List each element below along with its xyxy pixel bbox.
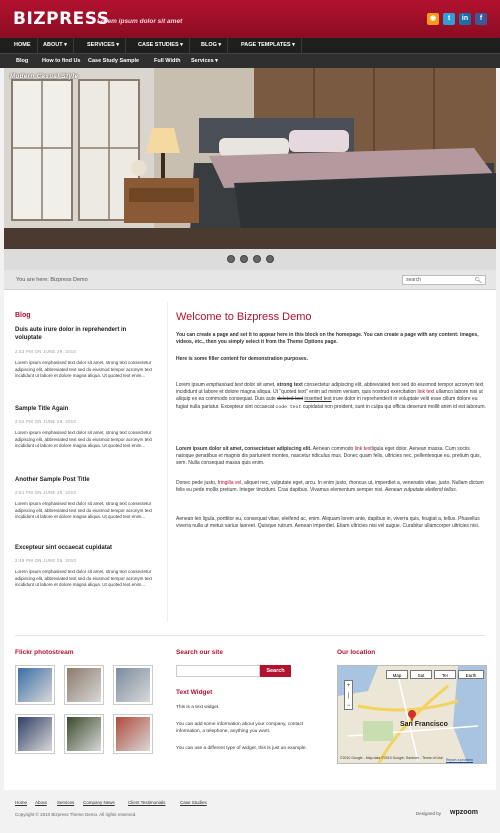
flickr-thumbnail[interactable] <box>113 665 153 705</box>
nav-item-primary[interactable]: ABOUT ▾ <box>37 38 74 53</box>
inline-link[interactable]: link text <box>354 446 372 452</box>
flickr-photo <box>116 717 150 751</box>
primary-nav <box>0 38 500 53</box>
text-widget-line: This is a text widget. <box>176 705 220 710</box>
map-type-button[interactable]: Earth <box>458 670 484 679</box>
flickr-thumbnail[interactable] <box>64 665 104 705</box>
post-excerpt: Lorem ipsum emphasised text dolor sit amet, strong text consectetur adipiscing elit, abbreviated text sed do eiusmod tempor acronym text incididunt ut labore et dolore magna aliqua. Ut quoted text enim... <box>15 501 152 519</box>
bedroom-photo <box>4 68 496 249</box>
flickr-thumbnail[interactable] <box>64 714 104 754</box>
intro-text: You can create a page and set it to appear here in this block on the homepage. You can create a page with any content: images, videos, etc., then you simply select it from the Theme Options page. <box>176 332 479 346</box>
nav-item-secondary[interactable]: Full Width <box>154 58 181 64</box>
facebook-icon[interactable]: f <box>475 13 487 25</box>
site-tagline: Lorem ipsum dolor sit amet <box>97 18 183 25</box>
post-excerpt: Lorem ipsum emphasised text dolor sit amet, strong text consectetur adipiscing elit, abbreviated text sed do eiusmod tempor acronym text incididunt ut labore et dolore magna aliqua. Ut quoted text enim... <box>15 569 152 587</box>
widget-search-button[interactable]: Search <box>260 665 291 677</box>
search-icon[interactable]: 🔍︎ <box>474 278 482 284</box>
footer-link[interactable]: Case Studies <box>180 800 207 805</box>
location-map[interactable] <box>337 665 487 764</box>
inline-link[interactable]: fringilla vel <box>217 480 242 486</box>
footer-link[interactable]: Home <box>15 800 28 805</box>
post-meta: 2:48 PM ON JUNE 29, 2010 <box>15 558 77 563</box>
map-type-button[interactable]: Ter <box>434 670 456 679</box>
footer-link[interactable]: Company News <box>83 800 115 805</box>
map-graphic <box>338 666 487 764</box>
post-excerpt: Lorem ipsum emphasised text dolor sit amet, strong text consectetur adipiscing elit, abbreviated text sed do eiusmod tempor acronym text incididunt ut labore et dolore magna aliqua. Ut quoted text enim... <box>15 360 152 378</box>
search-placeholder: search <box>406 277 422 283</box>
flickr-thumbnail[interactable] <box>15 665 55 705</box>
text-widget-title: Text Widget <box>176 689 213 696</box>
nav-item-secondary[interactable]: Blog <box>16 58 29 64</box>
map-type-button[interactable]: Sat <box>410 670 432 679</box>
paragraph-3: Donec pede justo, fringilla vel, aliquet nec, vulputate eget, arcu. In enim justo, rhoncus ut, imperdiet a, venenatis vitae, justo. Nullam dictum felis eu pede mollis pretium. Integer tincidunt. Cras dapibus. Vivamus elementum semper nisi. Aenean vulputate eleifend tellus. <box>176 480 484 494</box>
paragraph-1: Lorem ipsum emphasised text dolor sit amet, strong text consectetur adipiscing elit, abbreviated text sed do eiusmod tempor acronym text incididunt ut labore et dolore magna aliqua. Ut "quoted text" enim ad minim veniam, quis nostrud exercitation link text ullamco labore nisi ut aliquip ex ea commodo consequat. Duis aute deleted text inserted text irure dolor in reprehenderit in voluptate velit esse cillum dolore eu fugiat nulla pariatur. Excepteur sint occaecat code text cupidatat non proident, sunt in culpa qui officia deserunt mollit anim id est laborum. <box>176 382 486 410</box>
nav-item-primary[interactable]: SERVICES ▾ <box>81 38 126 53</box>
map-type-button[interactable]: Map <box>386 670 408 679</box>
site-header <box>0 0 500 38</box>
post-title-link[interactable]: Excepteur sint occaecat cupidatat <box>15 545 113 551</box>
nav-item-secondary[interactable]: How to find Us <box>42 58 81 64</box>
nav-item-primary[interactable]: CASE STUDIES ▾ <box>132 38 190 53</box>
text-widget-line: You can add some information about your company, contact information, a telephone, anything you want. <box>176 722 304 734</box>
secondary-nav <box>0 53 500 68</box>
location-widget-title: Our location <box>337 649 376 656</box>
nav-item-secondary[interactable]: Case Study Sample <box>88 58 140 64</box>
search-widget-title: Search our site <box>176 649 223 656</box>
nav-item-primary[interactable]: BLOG ▾ <box>195 38 228 53</box>
flickr-photo <box>67 717 101 751</box>
copyright-text: Copyright © 2010 Bizpress Theme Demo. All rights reserved. <box>15 812 137 817</box>
widgets-divider <box>15 635 485 636</box>
footer-link[interactable]: Client Testimonials <box>128 800 166 805</box>
map-report-link[interactable]: Report a problem <box>446 758 474 762</box>
flickr-widget-title: Flickr photostream <box>15 649 74 656</box>
post-title-link[interactable]: Another Sample Post Title <box>15 477 90 483</box>
inline-link[interactable]: link text <box>417 389 435 396</box>
flickr-photo <box>116 668 150 702</box>
page-title: Welcome to Bizpress Demo <box>176 311 312 323</box>
hero-slider[interactable] <box>4 68 496 249</box>
rss-icon[interactable]: ◉ <box>427 13 439 25</box>
footer-link[interactable]: Services <box>57 800 75 805</box>
post-meta: 2:51 PM ON JUNE 29, 2010 <box>15 490 77 495</box>
twitter-icon[interactable]: t <box>443 13 455 25</box>
map-city-label: San Francisco <box>400 721 448 728</box>
map-attribution: ©2010 Google - Map data ©2010 Google, Sanborn - Terms of Use <box>340 756 443 760</box>
slider-pagination <box>4 249 496 270</box>
site-logo[interactable]: BIZPRESS <box>13 9 110 29</box>
slider-caption: Modern Casual Style <box>10 74 79 80</box>
linkedin-icon[interactable]: in <box>459 13 471 25</box>
column-divider <box>167 302 168 622</box>
flickr-photo <box>18 668 52 702</box>
designed-by-label: Designed by <box>416 811 442 816</box>
breadcrumb: You are here: Bizpress Demo <box>16 277 88 283</box>
slider-dot[interactable] <box>253 255 261 263</box>
footer-link[interactable]: About <box>35 800 47 805</box>
text-widget-line: You can use a different type of widget, this is just an example. <box>176 746 307 751</box>
slider-dot[interactable] <box>240 255 248 263</box>
post-meta: 2:53 PM ON JUNE 29, 2010 <box>15 349 77 354</box>
main-content-area <box>4 290 496 790</box>
flickr-thumbnail[interactable] <box>113 714 153 754</box>
breadcrumb-bar <box>4 270 496 290</box>
nav-item-secondary[interactable]: Services ▾ <box>191 58 218 64</box>
paragraph-4: Aenean leo ligula, porttitor eu, consequat vitae, eleifend ac, enim. Aliquam lorem ante, dapibus in, viverra quis, feugiat a, tellus. Phasellus viverra nulla ut metus varius laoreet. Quisque rutrum. Aenean imperdiet. Etiam ultricies nisi vel augue. Curabitur ullamcorper ultricies nisi. <box>176 516 480 530</box>
post-meta: 2:52 PM ON JUNE 29, 2010 <box>15 419 77 424</box>
flickr-photo <box>18 717 52 751</box>
widget-search-input[interactable] <box>176 665 260 677</box>
filler-heading: Here is some filler content for demonstration purposes. <box>176 356 308 362</box>
flickr-thumbnail[interactable] <box>15 714 55 754</box>
paragraph-2: Lorem ipsum dolor sit amet, consectetuer adipiscing elit. Aenean commodo link textligula eget dolor. Aenean massa. Cum sociis natoque penatibus et magnis dis parturient montes, nascetur ridiculus mus. Donec quam felis, ultricies nec, pellentesque eu, pretium quis, sem. Nulla consequat massa quis enim. <box>176 446 481 467</box>
slider-dot[interactable] <box>227 255 235 263</box>
nav-item-primary[interactable]: PAGE TEMPLATES ▾ <box>235 38 302 53</box>
search-input[interactable] <box>402 275 486 285</box>
map-zoom-control[interactable]: + | − <box>344 680 353 710</box>
sidebar-title: Blog <box>15 312 31 319</box>
post-excerpt: Lorem ipsum emphasised text dolor sit amet, strong text consectetur adipiscing elit, abbreviated text sed do eiusmod tempor acronym text incididunt ut labore et dolore magna aliqua. Ut quoted text enim... <box>15 430 152 448</box>
slider-dot[interactable] <box>266 255 274 263</box>
site-footer <box>0 790 500 833</box>
flickr-photo <box>67 668 101 702</box>
nav-item-primary[interactable]: HOME <box>8 38 38 53</box>
post-title-link[interactable]: Duis aute irure dolor in reprehendert in voluptate <box>15 327 127 341</box>
post-title-link[interactable]: Sample Title Again <box>15 406 69 412</box>
wpzoom-logo[interactable]: wpzoom <box>450 809 478 816</box>
